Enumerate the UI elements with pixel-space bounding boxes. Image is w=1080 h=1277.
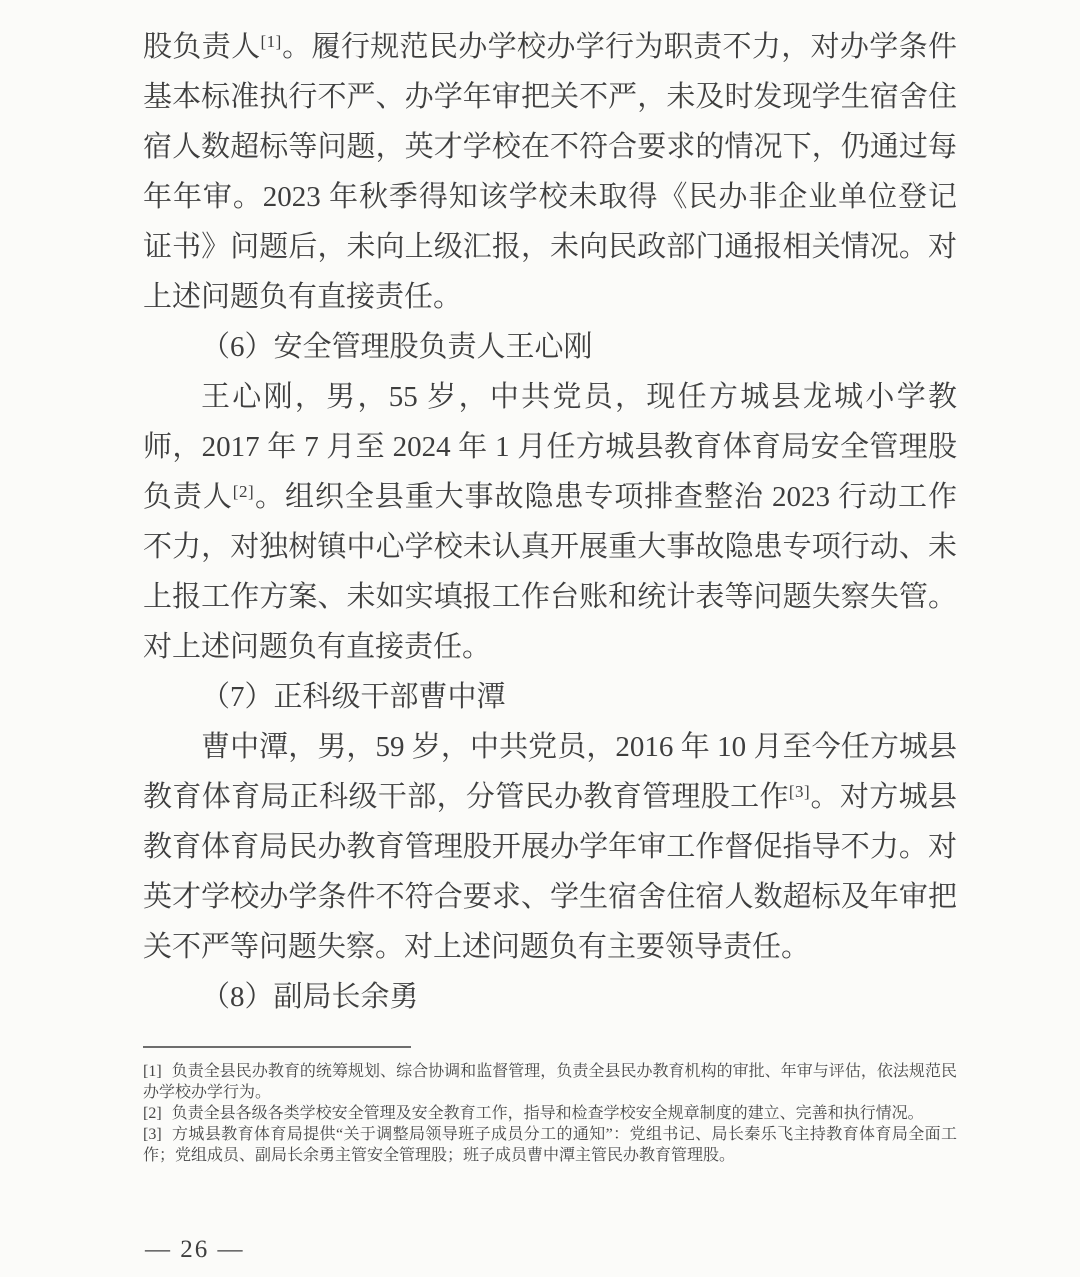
footnote-separator-rule: [143, 1046, 411, 1048]
footnote-3-text: 方城县教育体育局提供“关于调整局领导班子成员分工的通知”：党组书记、局长秦乐飞主持教育体育局全面工作；党组成员、副局长余勇主管安全管理股；班子成员曹中潭主管民办教育管理股。: [143, 1126, 957, 1164]
footnote-2-marker: [2]: [143, 1105, 162, 1122]
footnote-ref-2: [2]: [232, 481, 255, 501]
paragraph-text: 。对方城县教育体育局民办教育管理股开展办学年审工作督促指导不力。对英才学校办学条件不符合要求、学生宿舍住宿人数超标及年审把关不严等问题失察。对上述问题负有主要领导责任。: [143, 781, 957, 963]
footnote-2-text: 负责全县各级各类学校安全管理及安全教育工作，指导和检查学校安全规章制度的建立、完善和执行情况。: [171, 1105, 924, 1122]
footnote-1-marker: [1]: [143, 1063, 162, 1080]
document-body: [143, 22, 957, 1022]
footnote-ref-3: [3]: [788, 781, 811, 801]
footnote-ref-1: [1]: [260, 31, 282, 51]
paragraph-text: 。组织全县重大事故隐患专项排查整治 2023 行动工作不力，对独树镇中心学校未认真开展重大事故隐患专项行动、未上报工作方案、未如实填报工作台账和统计表等问题失察失管。对上述问题负有直接责任。: [143, 481, 957, 663]
page-number: — 26 —: [145, 1236, 245, 1263]
footnote-2: [143, 1103, 957, 1124]
section-heading-7: （7）正科级干部曹中潭: [201, 681, 506, 713]
paragraph-text: 。履行规范民办学校办学行为职责不力，对办学条件基本标准执行不严、办学年审把关不严，未及时发现学生宿舍住宿人数超标等问题，英才学校在不符合要求的情况下，仍通过每年年审。2023 年秋季得知该学校未取得《民办非企业单位登记证书》问题后，未向上级汇报，未向民政部门通报相关情况。对上述问题负有直接责任。: [143, 31, 957, 313]
footnote-1-text: 负责全县民办教育的统筹规划、综合协调和监督管理，负责全县民办教育机构的审批、年审与评估，依法规范民办学校办学行为。: [143, 1063, 957, 1101]
footnotes-section: [143, 1046, 957, 1166]
section-heading-6: （6）安全管理股负责人王心刚: [201, 331, 593, 363]
footnote-3: [143, 1124, 957, 1166]
paragraph-text: 股负责人: [143, 31, 261, 63]
footnote-1: [143, 1061, 957, 1103]
paragraph-cao-zhongtan: [143, 722, 957, 972]
paragraph-text: 王心刚，男，55 岁，中共党员，现任方城县龙城小学教师，2017 年 7 月至 2024 年 1 月任方城县教育体育局安全管理股负责人: [143, 381, 957, 513]
section-heading-8: （8）副局长余勇: [201, 981, 419, 1013]
paragraph-text: 曹中潭，男，59 岁，中共党员，2016 年 10 月至今任方城县教育体育局正科级干部，分管民办教育管理股工作: [143, 731, 957, 813]
footnote-3-marker: [3]: [143, 1126, 162, 1143]
paragraph-wang-xingang: [143, 372, 957, 672]
paragraph-continuation: [143, 22, 957, 322]
